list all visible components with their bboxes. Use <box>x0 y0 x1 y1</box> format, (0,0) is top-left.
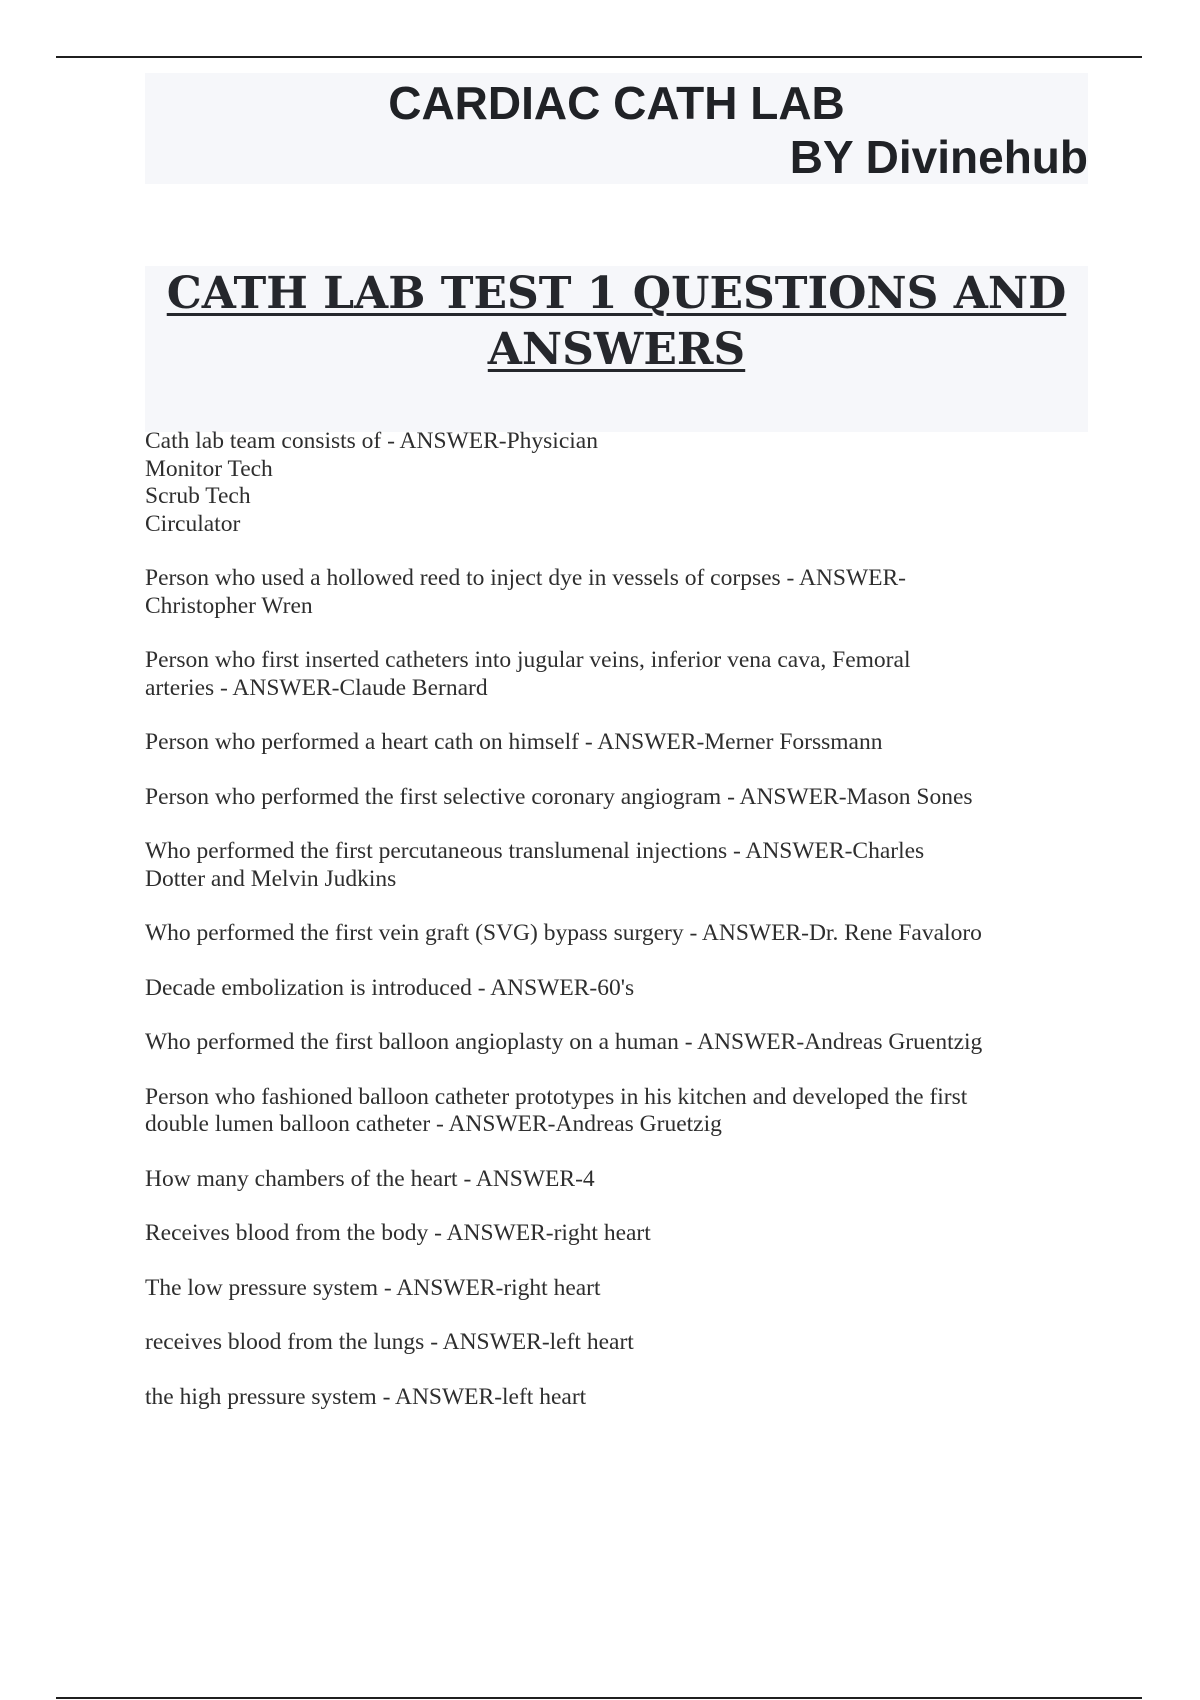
qa-item <box>145 1384 1095 1412</box>
qa-line: Person who first inserted catheters into jugular veins, inferior vena cava, Femoral <box>145 647 911 673</box>
qa-line: the high pressure system - ANSWER-left heart <box>145 1383 587 1410</box>
qa-line: receives blood from the lungs - ANSWER-left heart <box>145 1329 634 1355</box>
qa-line: How many chambers of the heart - ANSWER-4 <box>145 1165 595 1192</box>
qa-line: double lumen balloon catheter - ANSWER-Andreas Gruetzig <box>145 1111 722 1137</box>
document-title-line-1: CATH LAB TEST 1 QUESTIONS AND <box>166 268 1067 319</box>
qa-item <box>145 1166 1095 1194</box>
qa-line: Christopher Wren <box>145 592 313 619</box>
document-title-line-2: ANSWERS <box>487 324 746 375</box>
qa-item <box>145 1084 1095 1139</box>
qa-line: Person who performed the first selective coronary angiogram - ANSWER-Mason Sones <box>145 783 973 810</box>
header-banner <box>145 73 1088 184</box>
qa-line: Who performed the first percutaneous translumenal injections - ANSWER-Charles <box>145 838 925 864</box>
qa-line: Scrub Tech <box>145 483 251 509</box>
qa-line: Person who fashioned balloon catheter prototypes in his kitchen and developed the first <box>145 1083 968 1110</box>
qa-line: Person who used a hollowed reed to inject dye in vessels of corpses - ANSWER- <box>145 565 906 591</box>
qa-line: The low pressure system - ANSWER-right heart <box>145 1274 601 1301</box>
qa-item <box>145 1220 1095 1248</box>
qa-list <box>145 428 1095 1438</box>
top-divider <box>56 56 1142 58</box>
bottom-divider <box>56 1697 1142 1699</box>
qa-line: Receives blood from the body - ANSWER-right heart <box>145 1220 651 1246</box>
qa-item <box>145 784 1095 812</box>
qa-item <box>145 565 1095 620</box>
qa-item <box>145 729 1095 757</box>
qa-line: Cath lab team consists of - ANSWER-Physician <box>145 428 598 454</box>
document-title <box>145 266 1088 378</box>
qa-item <box>145 838 1095 893</box>
qa-line: Monitor Tech <box>145 455 273 482</box>
qa-line: Who performed the first vein graft (SVG) bypass surgery - ANSWER-Dr. Rene Favaloro <box>145 920 982 946</box>
qa-line: Who performed the first balloon angioplasty on a human - ANSWER-Andreas Gruentzig <box>145 1029 983 1055</box>
qa-line: Dotter and Melvin Judkins <box>145 865 397 892</box>
qa-line: arteries - ANSWER-Claude Bernard <box>145 674 488 701</box>
qa-item <box>145 1275 1095 1303</box>
qa-line: Circulator <box>145 510 241 537</box>
qa-line: Person who performed a heart cath on himself - ANSWER-Merner Forssmann <box>145 729 883 755</box>
qa-item <box>145 1329 1095 1357</box>
qa-item <box>145 428 1095 538</box>
header-title: CARDIAC CATH LAB <box>388 77 845 129</box>
qa-item <box>145 975 1095 1003</box>
qa-item <box>145 1029 1095 1057</box>
qa-item <box>145 647 1095 702</box>
qa-item <box>145 920 1095 948</box>
qa-line: Decade embolization is introduced - ANSWER-60's <box>145 974 635 1001</box>
document-title-block <box>145 266 1088 432</box>
header-byline: BY Divinehub <box>789 131 1088 183</box>
